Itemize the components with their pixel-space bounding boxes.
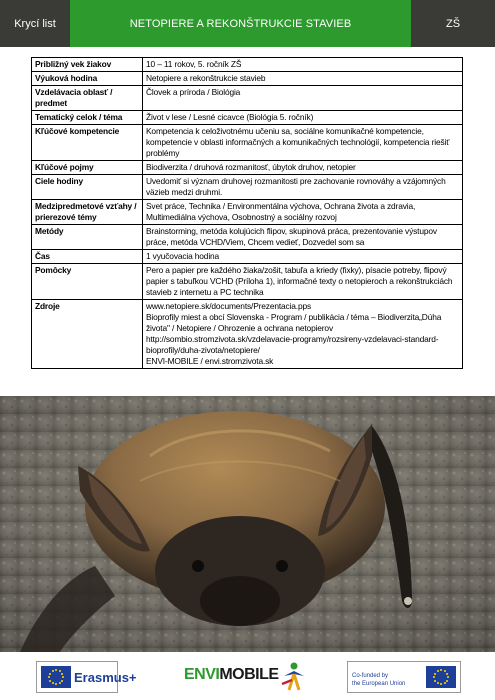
eu-star (52, 682, 54, 684)
table-row (32, 200, 463, 225)
eu-star (61, 680, 63, 682)
eu-star (49, 673, 51, 675)
eu-star (437, 682, 439, 684)
row-label: Pomôcky (32, 264, 143, 300)
envimobile-text-b: MOBILE (219, 666, 279, 683)
table-row (32, 86, 463, 111)
header-bar (0, 0, 495, 47)
bat-photo (0, 396, 495, 652)
table-row (32, 250, 463, 264)
footer-logos (0, 652, 495, 700)
header-left-label: Krycí list (0, 0, 70, 47)
row-label: Zdroje (32, 300, 143, 369)
eu-star (446, 680, 448, 682)
row-value: www.netopiere.sk/documents/Prezentacia.pps Bioprofily miest a obcí Slovenska - Program / publikácia / téma – Biodiverzita„Dúha života" / Netopiere / Ohrozenie a ochrana netopierov http://sombio.stromzivota.sk/vzdelavacie-programy/rozsireny-vzdelavaci-standard-bioprofily/duha-zivota/netopiere/ ENVI-MOBILE / envi.stromzivota.sk (143, 300, 463, 369)
table-row (32, 161, 463, 175)
table-row (32, 72, 463, 86)
row-value: Človek a príroda / Biológia (143, 86, 463, 111)
row-value: Biodiverzita / druhová rozmanitosť, úbytok druhov, netopier (143, 161, 463, 175)
cofunded-eu-logo (347, 661, 461, 693)
cover-sheet-table (31, 57, 463, 369)
row-value: Uvedomiť si význam druhovej rozmanitosti pre zachovanie rovnováhy a vzájomných väzieb medzi druhmi. (143, 175, 463, 200)
erasmus-logo (36, 661, 137, 693)
cofunded-text-1: Co-funded by (352, 673, 389, 679)
row-value: Kompetencia k celoživotnému učeniu sa, sociálne komunikačné kompetencie, kompetencie v oblasti informačných a komunikačných technológií, kompetencia riešiť problémy (143, 125, 463, 161)
eu-star (446, 673, 448, 675)
row-value: Pero a papier pre každého žiaka/zošit, tabuľa a kriedy (fixky), písacie potreby, flipový papier s tabuľkou VCHD (Príloha 1), informačné texty o netopieroch a rekonštrukciách stavieb z internetu a PC technika (143, 264, 463, 300)
table-row (32, 225, 463, 250)
eu-star (434, 680, 436, 682)
eu-star (59, 670, 61, 672)
erasmus-text: Erasmus+ (74, 670, 137, 685)
header-right-label: ZŠ (411, 0, 495, 47)
table-row (32, 175, 463, 200)
table-row (32, 264, 463, 300)
eu-star (48, 676, 50, 678)
eu-star (447, 676, 449, 678)
row-label: Vzdelávacia oblasť / predmet (32, 86, 143, 111)
row-label: Ciele hodiny (32, 175, 143, 200)
table-row (32, 58, 463, 72)
row-value: Život v lese / Lesné cicavce (Biológia 5. ročník) (143, 111, 463, 125)
row-label: Približný vek žiakov (32, 58, 143, 72)
row-value: 1 vyučovacia hodina (143, 250, 463, 264)
eu-star (434, 673, 436, 675)
row-value: 10 – 11 rokov, 5. ročník ZŠ (143, 58, 463, 72)
eu-star (52, 670, 54, 672)
envimobile-mark-icon (280, 660, 308, 692)
table-row (32, 125, 463, 161)
eu-flag-icon (426, 666, 456, 688)
eu-star (49, 680, 51, 682)
row-label: Kľúčové kompetencie (32, 125, 143, 161)
header-title: NETOPIERE A REKONŠTRUKCIE STAVIEB (70, 0, 411, 47)
row-value: Netopiere a rekonštrukcie stavieb (143, 72, 463, 86)
row-label: Metódy (32, 225, 143, 250)
row-value: Brainstorming, metóda kolujúcich flipov, skupinová práca, prezentovanie výstupov práce, metóda VCHD/Viem, Chcem vedieť, Dozvedel som sa (143, 225, 463, 250)
eu-star (444, 682, 446, 684)
eu-star (55, 669, 57, 671)
row-value: Svet práce, Technika / Environmentálna výchova, Ochrana života a zdravia, Multimediálna výchova, Osobnostný a sociálny rozvoj (143, 200, 463, 225)
envimobile-logo (184, 666, 279, 684)
eu-star (55, 683, 57, 685)
eu-star (437, 670, 439, 672)
row-label: Kľúčové pojmy (32, 161, 143, 175)
row-label: Čas (32, 250, 143, 264)
row-label: Tematický celok / téma (32, 111, 143, 125)
cofunded-text-2: the European Union (352, 681, 406, 687)
eu-star (433, 676, 435, 678)
row-label: Medzipredmetové vzťahy / prierezové témy (32, 200, 143, 225)
eu-star (444, 670, 446, 672)
row-label: Výuková hodina (32, 72, 143, 86)
table-row (32, 111, 463, 125)
envimobile-text-a: ENVI (184, 666, 220, 683)
eu-star (440, 669, 442, 671)
eu-flag-icon (41, 666, 71, 688)
eu-star (62, 676, 64, 678)
table-row (32, 300, 463, 369)
eu-star (61, 673, 63, 675)
eu-star (440, 683, 442, 685)
eu-star (59, 682, 61, 684)
